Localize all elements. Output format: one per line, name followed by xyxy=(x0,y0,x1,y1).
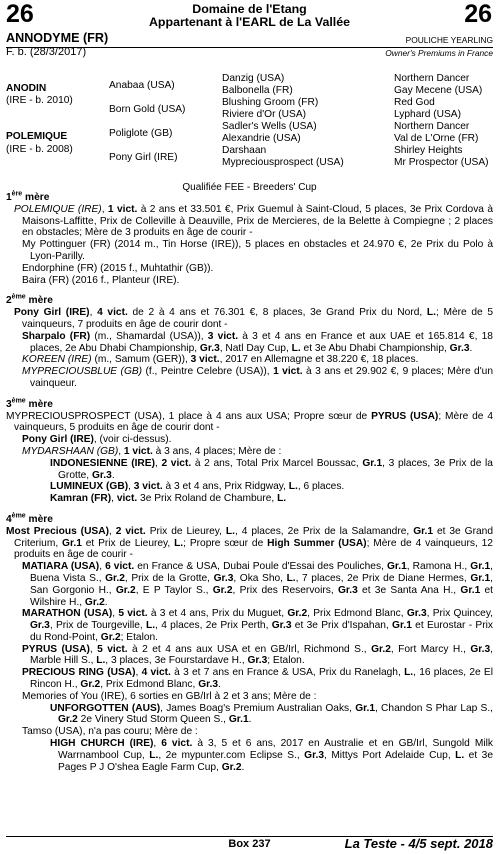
pedigree-g3: Danzig (USA) xyxy=(222,73,285,84)
sire-name: ANODIN xyxy=(6,83,47,94)
progeny-entry: Sharpalo (FR) (m., Shamardal (USA)), 3 vict. à 3 et 4 ans en France et aux UAE et 165.814 €, 18 places, 2e Abu Dhabi Championship, Gr.3, Natl Day Cup, L. et 3e Abu Dhabi Championship, Gr.3. xyxy=(22,330,493,354)
horse-name: ANNODYME (FR) xyxy=(6,31,109,45)
pedigree-g2: Pony Girl (IRE) xyxy=(109,152,178,163)
progeny-entry: Memories of You (IRE), 6 sorties en GB/Irl à 2 et 3 ans; Mère de : xyxy=(22,690,317,702)
qualification-line: Qualifiée FEE - Breeders' Cup xyxy=(182,182,317,193)
first-dam-text: POLEMIQUE (IRE), 1 vict. à 2 ans et 33.501 €, Prix Guemul à Saint-Cloud, 5 places, 3e Prix Cordova à Maisons-Laffitte, Prix de Colleville à Deauville, Prix de Mercieres, de la Belette à Compiegne ; 2 places en obstacles; Mère de 3 produits en âge de courir - xyxy=(14,203,494,239)
pedigree-g4: Shirley Heights xyxy=(394,145,463,156)
consignor-line-2: Appartenant à l'EARL de La Vallée xyxy=(148,15,351,30)
section-heading-4: 4ème mère xyxy=(6,512,53,525)
pedigree-g3: Darshaan xyxy=(222,145,267,156)
progeny-entry: INDONESIENNE (IRE), 2 vict. à 2 ans, Total Prix Marcel Boussac, Gr.1, 3 places, 3e Prix de la Grotte, Gr.3. xyxy=(50,457,493,481)
pedigree-g4: Red God xyxy=(394,97,435,108)
pedigree-g3: Alexandrie (USA) xyxy=(222,133,301,144)
horse-birth: F. b. (28/3/2017) xyxy=(6,46,87,58)
sale-info: La Teste - 4/5 sept. 2018 xyxy=(344,836,493,851)
pedigree-g3: Blushing Groom (FR) xyxy=(222,97,319,108)
progeny-entry: Pony Girl (IRE), (voir ci-dessus). xyxy=(22,434,172,446)
pedigree-g4: Mr Prospector (USA) xyxy=(394,157,489,168)
catalogue-header xyxy=(0,0,499,34)
consignor xyxy=(0,3,499,30)
progeny-entry: PYRUS (USA), 5 vict. à 2 et 4 ans aux USA et en GB/Irl, Richmond S., Gr.2, Fort Marcy H., Gr.3, Marble Hill S., L., 3 places, 3e Fourstardave H., Gr.3; Etalon. xyxy=(22,643,494,667)
section-heading-2: 2ème mère xyxy=(6,293,53,307)
horse-subline xyxy=(6,47,493,61)
pedigree-g4: Northern Dancer xyxy=(394,73,470,84)
pedigree-g3: Balbonella (FR) xyxy=(222,85,293,96)
dam-name: POLEMIQUE xyxy=(6,131,68,142)
family-notes xyxy=(6,192,493,773)
progeny-entry: My Pottinguer (FR) (2014 m., Tin Horse (IRE)), 5 places en obstacles et 24.970 €, 2e Prix du Polo à Lyon-Parilly. xyxy=(22,239,493,262)
progeny-entry: MATIARA (USA), 6 vict. en France & USA, Dubai Poule d'Essai des Pouliches, Gr.1, Ramona H., Gr.1, Buena Vista S., Gr.2, Prix de la Grotte, Gr.3, Oka Sho, L., 7 places, 2e Prix de Diane Hermes, Gr.1, San Gorgonio H., Gr.2, E P Taylor S., Gr.2, Prix des Reservoirs, Gr.3 et 3e Santa Ana H., Gr.1 et Wilshire H., Gr.2. xyxy=(22,561,493,608)
lot-number-right: 26 xyxy=(464,0,492,28)
lot-number-left: 26 xyxy=(6,0,34,28)
page-footer xyxy=(6,836,493,853)
progeny-entry: PRECIOUS RING (USA), 4 vict. à 3 et 7 ans en France & USA, Prix du Ranelagh, L., 16 places, 2e El Rincon H., Gr.2, Prix Edmond Blanc, Gr.3. xyxy=(22,667,493,691)
horse-category: POULICHE YEARLING xyxy=(405,35,493,45)
sire-info: (IRE - b. 2010) xyxy=(6,95,73,106)
owner-premiums: Owner's Premiums in France xyxy=(385,48,493,58)
box-number: Box 237 xyxy=(228,838,271,850)
pedigree-g4: Lyphard (USA) xyxy=(394,109,461,120)
progeny-entry: Kamran (FR), vict. 3e Prix Roland de Chambure, L. xyxy=(50,493,287,505)
pedigree-g3: Sadler's Wells (USA) xyxy=(222,121,317,132)
pedigree-g4: Northern Dancer xyxy=(394,121,470,132)
dam-info: (IRE - b. 2008) xyxy=(6,144,73,155)
pedigree-g3: Riviere d'Or (USA) xyxy=(222,109,307,120)
pedigree-g2: Born Gold (USA) xyxy=(109,104,186,115)
second-dam-text: Pony Girl (IRE), 4 vict. de 2 à 4 ans et 76.301 €, 8 places, 3e Grand Prix du Nord, L.; Mère de 5 vainqueurs, 7 produits en âge de courir dont - xyxy=(14,307,494,330)
pedigree-g2: Poliglote (GB) xyxy=(109,128,173,139)
progeny-entry: MYDARSHAAN (GB), 1 vict. à 3 ans, 4 places; Mère de : xyxy=(22,445,282,457)
pedigree-g4: Val de L'Orne (FR) xyxy=(394,133,479,144)
consignor-line-1: Domaine de l'Etang xyxy=(192,2,307,16)
section-heading-3: 3ème mère xyxy=(6,397,53,410)
pedigree-g2: Anabaa (USA) xyxy=(109,80,175,91)
progeny-entry: MARATHON (USA), 5 vict. à 3 et 4 ans, Prix du Muguet, Gr.2, Prix Edmond Blanc, Gr.3, Prix Quincey, Gr.3, Prix de Tourgeville, L., 4 places, 2e Prix Perth, Gr.3 et 3e Prix d'Ispahan, Gr.1 et Eurostar - Prix du Rond-Point, Gr.2; Etalon. xyxy=(22,608,493,643)
pedigree-g3: Mypreciousprospect (USA) xyxy=(222,157,344,168)
pedigree-table xyxy=(6,73,493,173)
pedigree-g4: Gay Mecene (USA) xyxy=(394,85,483,96)
fourth-dam-text: Most Precious (USA), 2 vict. Prix de Lieurey, L., 4 places, 2e Prix de la Salamandre, Gr.1 et 3e Grand Criterium, Gr.1 et Prix de Lieurey, L.; Propre sœur de High Summer (USA); Mère de 4 vainqueurs, 12 produits en âge de courir - xyxy=(6,525,493,561)
progeny-entry: HIGH CHURCH (IRE), 6 vict. à 3, 5 et 6 ans, 2017 en Australie et en GB/Irl, Sungold Milk Warrnambool Cup, L., 2e mypunter.com Eclipse S., Gr.3, Mittys Port Adelaide Cup, L. et 3e Pages P J O'shea Eagle Farm Cup, Gr.2. xyxy=(50,738,493,773)
progeny-entry: LUMINEUX (GB), 3 vict. à 3 et 4 ans, Prix Ridgway, L., 6 places. xyxy=(50,481,345,493)
third-dam-text: MYPRECIOUSPROSPECT (USA), 1 place à 4 ans aux USA; Propre sœur de PYRUS (USA); Mère de 4 vainqueurs, 5 produits en âge de courir dont - xyxy=(6,410,494,434)
progeny-entry: Endorphine (FR) (2015 f., Muhtathir (GB)). xyxy=(22,262,214,274)
progeny-entry: UNFORGOTTEN (AUS), James Boag's Premium Australian Oaks, Gr.1, Chandon S Phar Lap S., Gr.2 2e Vinery Stud Storm Queen S., Gr.1. xyxy=(50,702,493,726)
progeny-entry: MYPRECIOUSBLUE (GB) (f., Peintre Celebre (USA)), 1 vict. à 3 ans et 29.902 €, 9 places; Mère d'un vainqueur. xyxy=(22,366,494,389)
progeny-entry: KOREEN (IRE) (m., Samum (GER)), 3 vict., 2017 en Allemagne et 38.220 €, 18 places. xyxy=(22,354,419,366)
section-heading-1: 1ère mère xyxy=(6,190,50,203)
progeny-entry: Tamso (USA), n'a pas couru; Mère de : xyxy=(22,726,198,738)
progeny-entry: Baira (FR) (2016 f., Planteur (IRE). xyxy=(22,274,180,286)
